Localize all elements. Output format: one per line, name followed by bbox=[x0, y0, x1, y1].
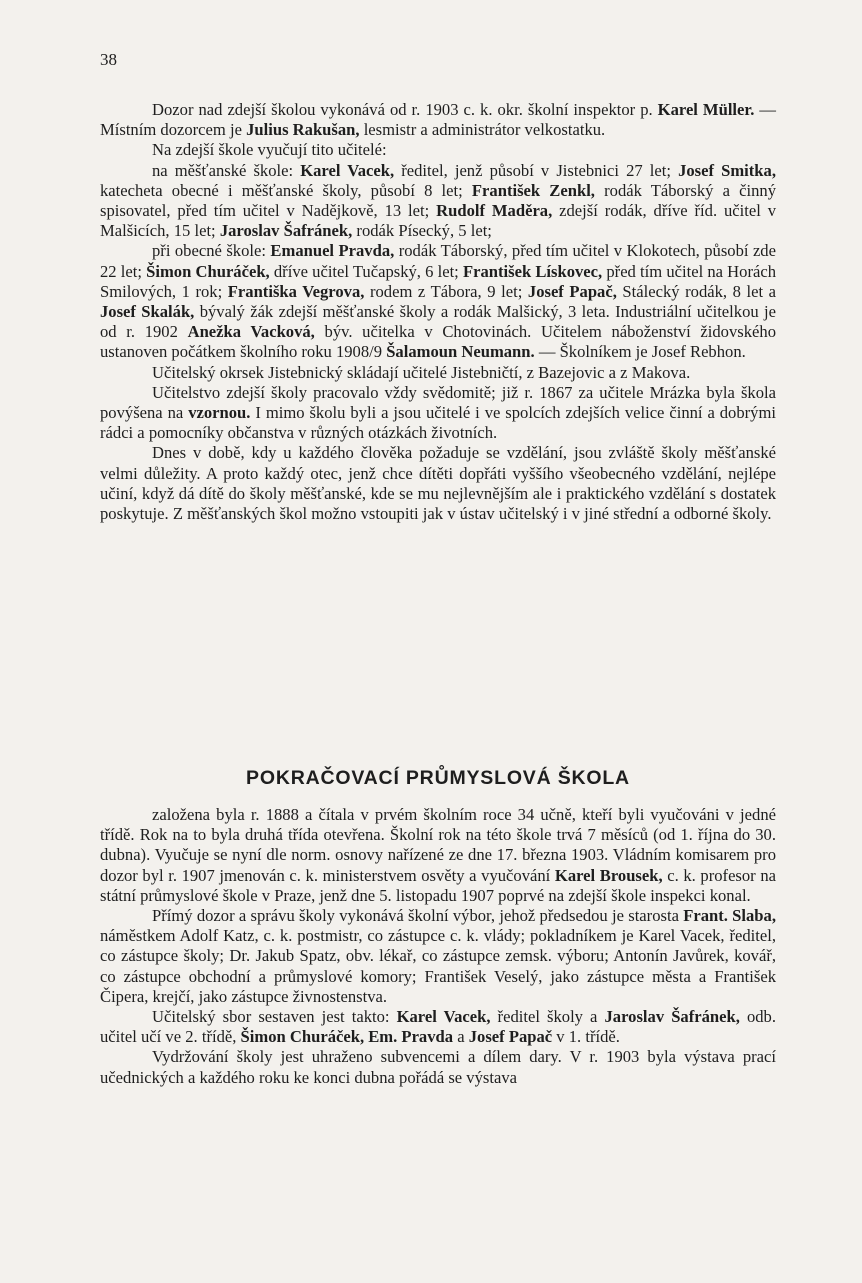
text-run: dříve učitel Tučapský, 6 let; bbox=[269, 261, 463, 281]
text-run: Přímý dozor a správu školy vykonává školní výbor, jehož předsedou je starosta bbox=[152, 906, 684, 926]
text-run: katecheta obecné i měšťanské školy, působí 8 let; bbox=[100, 180, 472, 200]
text-run: rodák Písecký, 5 let; bbox=[352, 221, 492, 241]
bold-name: Rudolf Maděra, bbox=[436, 201, 553, 221]
text-run: před tím učitel na Horách Smilových, 1 rok; bbox=[100, 261, 777, 301]
bold-name: Julius Rakušan, bbox=[246, 120, 360, 140]
bold-name: Josef Skalák, bbox=[100, 302, 195, 322]
text-run: — Školníkem je Josef Rebhon. bbox=[534, 342, 746, 362]
section-industrial-school bbox=[100, 805, 776, 1088]
text-run: odb. učitel učí ve 2. třídě, bbox=[100, 1007, 777, 1047]
text-run: lesmistr a administrátor velkostatku. bbox=[359, 120, 606, 140]
bold-name: vzornou. bbox=[188, 403, 251, 423]
text-run: Vydržování školy jest uhraženo subvencemi a dílem dary. V r. 1903 byla výstava prací učednických a každého roku ke konci dubna pořádá se výstava bbox=[100, 1047, 776, 1087]
text-run: Na zdejší škole vyučují tito učitelé: bbox=[152, 140, 387, 160]
staff-paragraph bbox=[100, 100, 776, 140]
bold-name: Josef Papač bbox=[468, 1027, 553, 1047]
text-run: zdejší rodák, dříve říd. učitel v Malšicích, 15 let; bbox=[100, 201, 777, 241]
text-run: Učitelstvo zdejší školy pracovalo vždy svědomitě; již r. 1867 za učitele Mrázka byla škola povýšena na bbox=[100, 382, 776, 423]
bold-name: Šimon Churáček, Em. Pravda bbox=[240, 1027, 454, 1047]
text-run: I mimo školu byli a jsou učitelé i ve spolcích zdejších velice činní a dobrými rádci a pomocníky občanstva v různých otázkách životních. bbox=[100, 403, 776, 443]
text-run: Stálecký rodák, 8 let a bbox=[616, 281, 776, 301]
text-run: v 1. třídě. bbox=[552, 1027, 620, 1047]
bold-name: Jaroslav Šafránek, bbox=[604, 1007, 740, 1027]
staff-paragraph bbox=[100, 363, 776, 383]
bold-name: Emanuel Pravda, bbox=[270, 241, 395, 261]
text-run: Učitelský sbor sestaven jest takto: bbox=[152, 1007, 397, 1027]
text-run: rodem z Tábora, 9 let; bbox=[364, 281, 528, 301]
text-run: c. k. profesor na státní průmyslové škole v Praze, jenž dne 5. listopadu 1907 poprvé na zdejší škole inspekci konal. bbox=[100, 865, 776, 905]
text-run: založena byla r. 1888 a čítala v prvém školním roce 34 učně, kteří byli vyučováni v jedné třídě. Rok na to byla druhá třída otevřena. Školní rok na této škole trvá 7 měsíců (od 1. října do 30. dubna). Vyučuje se nyní dle norm. osnovy nařízené ze dne 17. března 1903. Vládním komisarem pro dozor byl r. 1907 jmenován c. k. ministerstvem osvěty a vyučování bbox=[100, 805, 776, 885]
text-run: — Místním dozorcem je bbox=[100, 100, 777, 140]
bold-name: Karel Brousek, bbox=[554, 865, 663, 885]
staff-paragraph bbox=[100, 161, 776, 242]
bold-name: František Zenkl, bbox=[471, 180, 595, 200]
bold-name: Šalamoun Neumann. bbox=[386, 342, 535, 362]
section-heading: POKRAČOVACÍ PRŮMYSLOVÁ ŠKOLA bbox=[246, 767, 630, 789]
text-run: ředitel, jenž působí v Jistebnici 27 let; bbox=[394, 160, 679, 180]
bold-name: Karel Vacek, bbox=[396, 1007, 491, 1027]
bold-name: Josef Papač, bbox=[527, 281, 617, 301]
text-run: rodák Táborský a činný spisovatel, před tím učitel v Nadějkově, 13 let; bbox=[100, 180, 776, 221]
bold-name: Šimon Churáček, bbox=[146, 261, 270, 281]
staff-paragraph bbox=[100, 443, 776, 524]
industrial-paragraph bbox=[100, 906, 776, 1007]
text-run: rodák Táborský, před tím učitel v Klokotech, působí zde 22 let; bbox=[100, 241, 776, 281]
bold-name: Anežka Vacková, bbox=[187, 322, 315, 342]
bold-name: František Lískovec, bbox=[462, 261, 603, 281]
industrial-paragraph bbox=[100, 805, 776, 906]
bold-name: Karel Müller. bbox=[657, 100, 755, 119]
text-run: býv. učitelka v Chotovinách. Učitelem náboženství židovského ustanoven počátkem školního roku 1908/9 bbox=[100, 322, 776, 362]
text-run: a bbox=[453, 1027, 469, 1047]
page-number: 38 bbox=[100, 50, 117, 69]
text-run: Učitelský okrsek Jistebnický skládají učitelé Jistebničtí, z Bazejovic a z Makova. bbox=[152, 362, 691, 382]
text-run: při obecné škole: bbox=[152, 241, 271, 261]
bold-name: Josef Smitka, bbox=[678, 160, 776, 180]
industrial-paragraph bbox=[100, 1007, 776, 1047]
text-run: bývalý žák zdejší měšťanské školy a rodák Malšický, 3 leta. Industriální učitelkou je od r. 1902 bbox=[100, 302, 776, 342]
bold-name: Františka Vegrova, bbox=[227, 281, 365, 301]
bold-name: Jaroslav Šafránek, bbox=[219, 221, 353, 241]
bold-name: Frant. Slaba, bbox=[683, 906, 776, 926]
text-run: Dozor nad zdejší školou vykonává od r. 1903 c. k. okr. školní inspektor p. bbox=[152, 100, 658, 119]
staff-paragraph bbox=[100, 383, 776, 444]
staff-paragraph bbox=[100, 140, 776, 160]
text-run: náměstkem Adolf Katz, c. k. postmistr, co zástupce c. k. vlády; pokladníkem je Karel Vacek, ředitel, co zástupce školy; Dr. Jakub Spatz, obv. lékař, co zástupce zemsk. výboru; Antonín Javůrek, kovář, co zástupce obchodní a průmyslové komory; František Veselý, jako zástupce města a František Čipera, krejčí, jako zástupce živnostenstva. bbox=[100, 926, 776, 1006]
staff-paragraph bbox=[100, 241, 776, 362]
bold-name: Karel Vacek, bbox=[300, 160, 395, 180]
section-school-staff bbox=[100, 100, 776, 524]
industrial-paragraph bbox=[100, 1047, 776, 1087]
text-run: ředitel školy a bbox=[490, 1007, 605, 1027]
text-run: Dnes v době, kdy u každého člověka požaduje se vzdělání, jsou zvláště školy měšťanské velmi důležity. A proto každý otec, jenž chce dítěti dopřáti vyššího všeobecného vzdělání, nejlépe učiní, když dá dítě do školy měšťanské, kde se mu nejlevnějším ale i praktického vzdělání s dostatek poskytuje. Z měšťanských škol možno vstoupiti jak v ústav učitelský i v jiné střední a odborné školy. bbox=[100, 443, 776, 524]
text-run: na měšťanské škole: bbox=[152, 160, 301, 180]
